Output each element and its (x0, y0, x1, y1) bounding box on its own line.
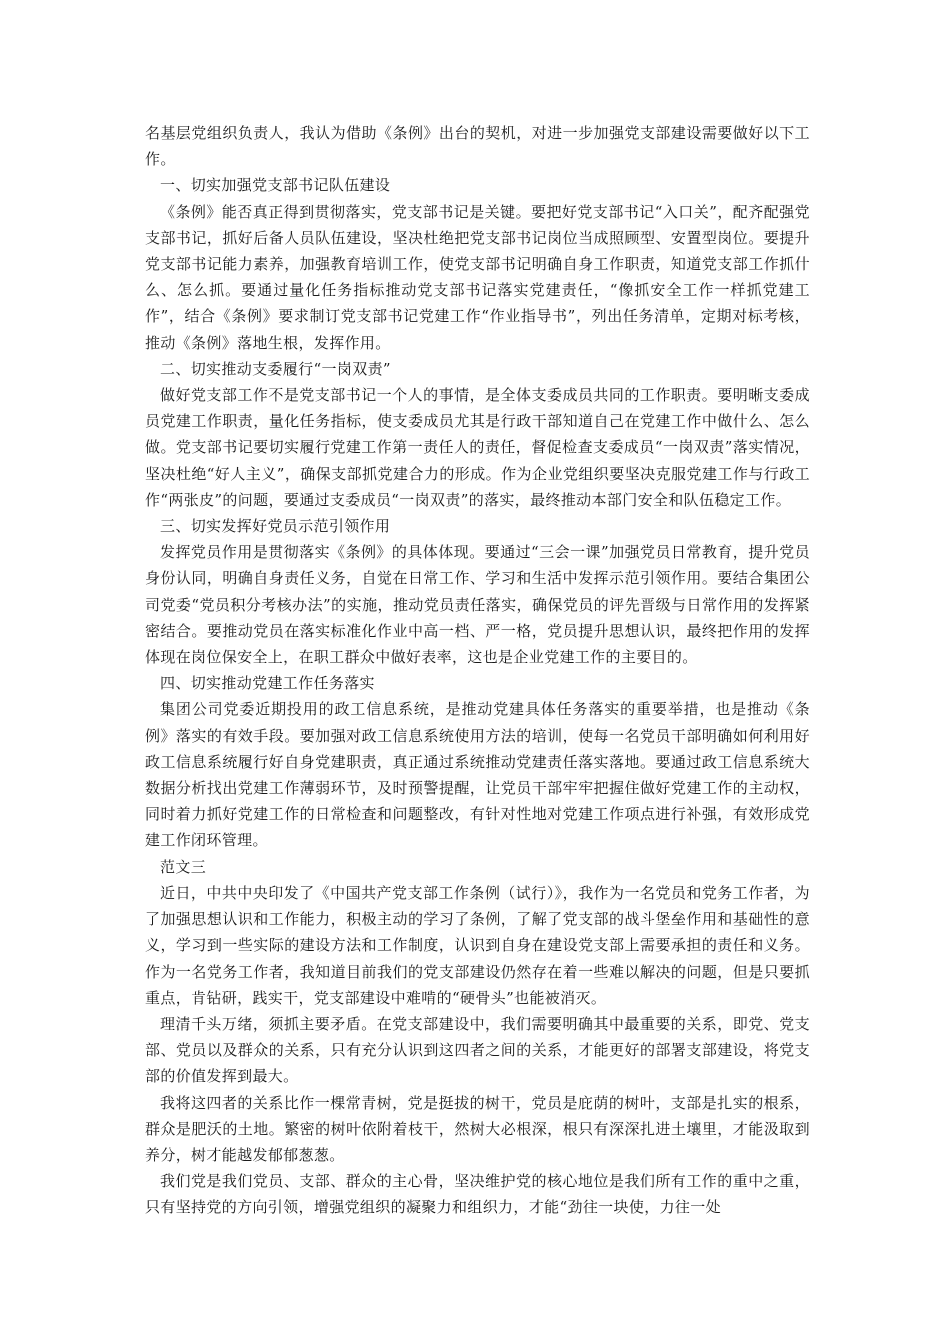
paragraph-section-3: 发挥党员作用是贯彻落实《条例》的具体体现。要通过“三会一课”加强党员日常教育，提升党员身份认同，明确自身责任义务，自觉在日常工作、学习和生活中发挥示范引领作用。要结合集团公司党委“党员积分考核办法”的实施，推动党员责任落实，确保党员的评先晋级与日常作用的发挥紧密结合。要推动党员在落实标准化作业中高一档、严一格，党员提升思想认识，最终把作用的发挥体现在岗位保安全上，在职工群众中做好表率，这也是企业党建工作的主要目的。 (145, 543, 810, 667)
sample-heading-3: 范文三 (160, 857, 207, 876)
paragraph-section-1: 《条例》能否真正得到贯彻落实，党支部书记是关键。要把好党支部书记“入口关”，配齐配强党支部书记，抓好后备人员队伍建设，坚决杜绝把党支部书记岗位当成照顾型、安置型岗位。要提升党支部书记能力素养，加强教育培训工作，使党支部书记明确自身工作职责，知道党支部工作抓什么、怎么抓。要通过量化任务指标推动党支部书记落实党建责任，“像抓安全工作一样抓党建工作”，结合《条例》要求制订党支部书记党建工作“作业指导书”，列出任务清单，定期对标考核，推动《条例》落地生根，发挥作用。 (145, 202, 810, 352)
paragraph-intro: 名基层党组织负责人，我认为借助《条例》出台的契机，对进一步加强党支部建设需要做好以下工作。 (145, 124, 810, 169)
paragraph-key-relations: 理清千头万绪，须抓主要矛盾。在党支部建设中，我们需要明确其中最重要的关系，即党、党支部、党员以及群众的关系，只有充分认识到这四者之间的关系，才能更好的部署支部建设，将党支部的价值发挥到最大。 (145, 1014, 810, 1086)
document-body (145, 120, 810, 1221)
paragraph-tree-metaphor: 我将这四者的关系比作一棵常青树，党是挺拔的树干，党员是庇荫的树叶，支部是扎实的根系，群众是肥沃的土地。繁密的树叶依附着枝干，然树大必根深，根只有深深扎进土壤里，才能汲取到养分，树才能越发郁郁葱葱。 (145, 1093, 810, 1164)
paragraph-section-2: 做好党支部工作不是党支部书记一个人的事情，是全体支委成员共同的工作职责。要明晰支委成员党建工作职责，量化任务指标，使支委成员尤其是行政干部知道自己在党建工作中做什么、怎么做。党支部书记要切实履行党建工作第一责任人的责任，督促检查支委成员“一岗双责”落实情况，坚决杜绝“好人主义”，确保支部抓党建合力的形成。作为企业党组织要坚决克服党建工作与行政工作“两张皮”的问题，要通过支委成员“一岗双责”的落实，最终推动本部门安全和队伍稳定工作。 (145, 386, 810, 509)
section-heading-1: 一、切实加强党支部书记队伍建设 (160, 176, 391, 195)
section-heading-4: 四、切实推动党建工作任务落实 (160, 674, 375, 693)
section-heading-3: 三、切实发挥好党员示范引领作用 (160, 517, 391, 536)
section-heading-2: 二、切实推动支委履行“一岗双责” (160, 359, 391, 378)
paragraph-party-core: 我们党是我们党员、支部、群众的主心骨，坚决维护党的核心地位是我们所有工作的重中之重，只有坚持党的方向引领，增强党组织的凝聚力和组织力，才能“劲往一块使，力往一处 (145, 1172, 810, 1217)
paragraph-sample-intro: 近日，中共中央印发了《中国共产党支部工作条例（试行）》，我作为一名党员和党务工作者，为了加强思想认识和工作能力，积极主动的学习了条例，了解了党支部的战斗堡垒作用和基础性的意义，学习到一些实际的建设方法和工作制度，认识到自身在建设党支部上需要承担的责任和义务。作为一名党务工作者，我知道目前我们的党支部建设仍然存在着一些难以解决的问题，但是只要抓重点，肯钻研，践实干，党支部建设中难啃的“硬骨头”也能被消灭。 (145, 883, 810, 1007)
paragraph-section-4: 集团公司党委近期投用的政工信息系统，是推动党建具体任务落实的重要举措，也是推动《条例》落实的有效手段。要加强对政工信息系统使用方法的培训，使每一名党员干部明确如何利用好政工信息系统履行好自身党建职责，真正通过系统推动党建责任落实落地。要通过政工信息系统大数据分析找出党建工作薄弱环节，及时预警提醒，让党员干部牢牢把握住做好党建工作的主动权，同时着力抓好党建工作的日常检查和问题整改，有针对性地对党建工作项点进行补强，有效形成党建工作闭环管理。 (145, 700, 810, 850)
